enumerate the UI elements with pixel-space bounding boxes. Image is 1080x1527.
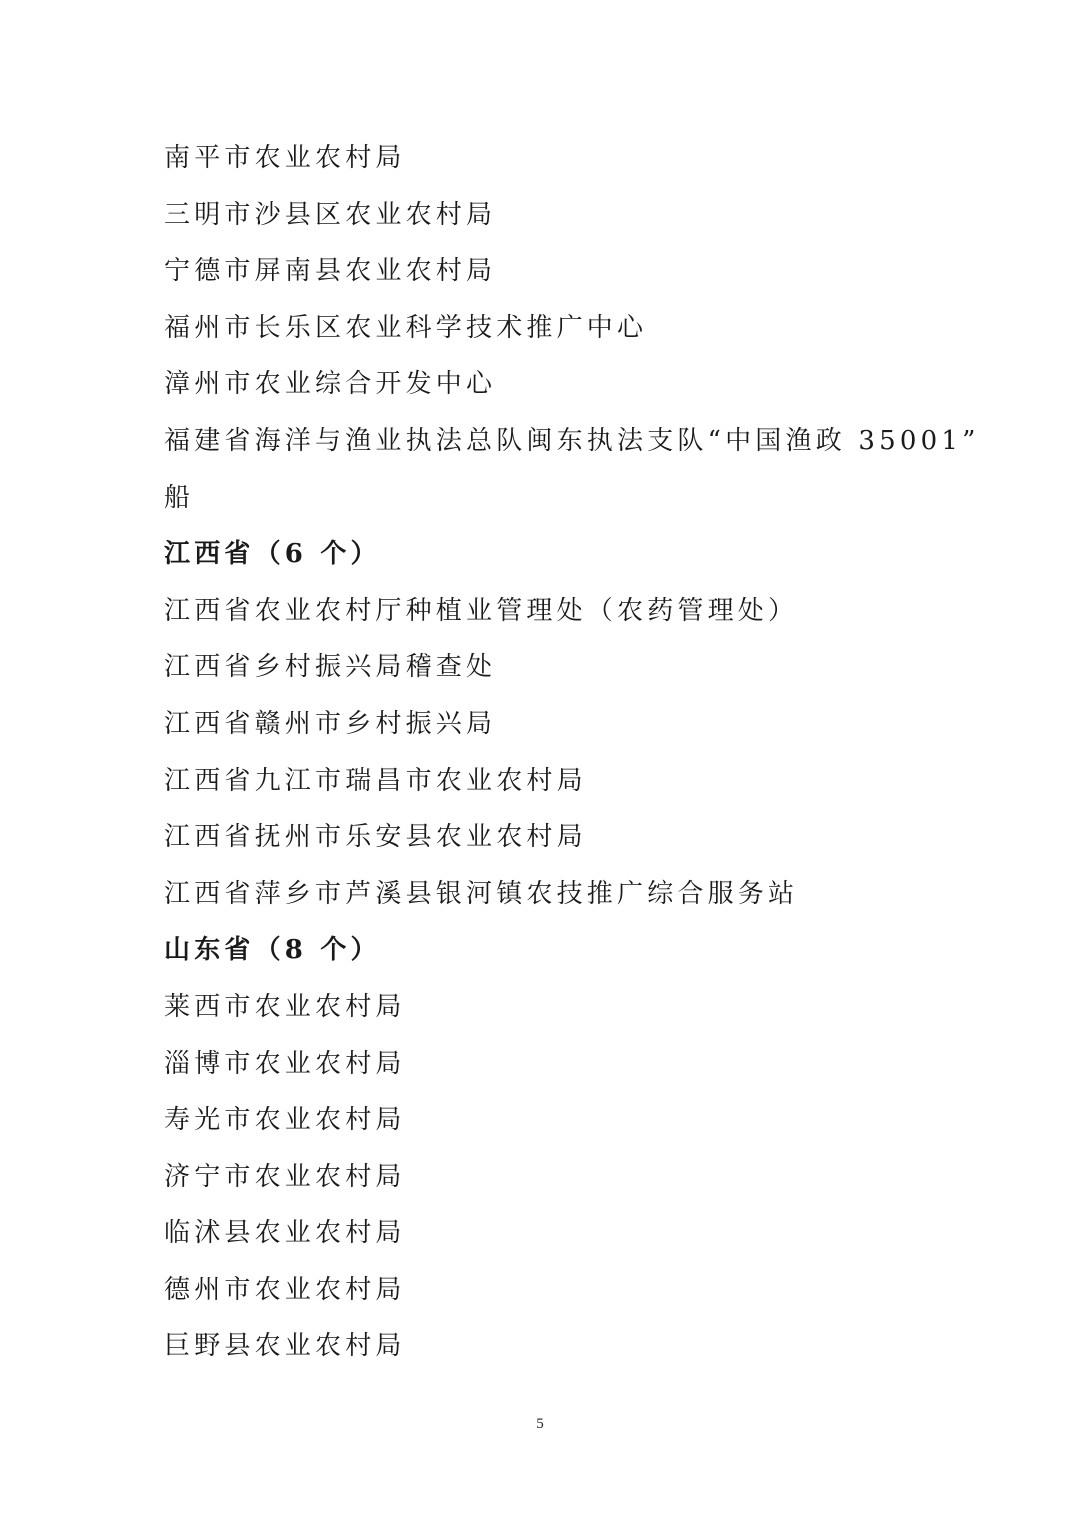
section-heading-shandong: 山东省（8 个） <box>164 935 381 966</box>
document-body <box>164 130 980 1375</box>
list-item: 南平市农业农村局 <box>164 143 406 173</box>
list-item: 莱西市农业农村局 <box>164 991 406 1022</box>
list-item: 宁德市屏南县农业农村局 <box>164 256 497 287</box>
list-item: 德州市农业农村局 <box>164 1274 406 1305</box>
section-heading-jiangxi: 江西省（6 个） <box>164 539 381 570</box>
list-item: 江西省萍乡市芦溪县银河镇农技推广综合服务站 <box>164 878 799 909</box>
list-item: 江西省抚州市乐安县农业农村局 <box>164 822 587 853</box>
list-item: 船 <box>164 482 195 513</box>
list-item: 三明市沙县区农业农村局 <box>164 199 497 230</box>
list-item: 福州市长乐区农业科学技术推广中心 <box>164 312 648 343</box>
list-item: 江西省赣州市乡村振兴局 <box>164 708 497 739</box>
list-item: 淄博市农业农村局 <box>164 1048 406 1079</box>
list-item: 漳州市农业综合开发中心 <box>164 369 497 400</box>
list-item: 济宁市农业农村局 <box>164 1161 406 1192</box>
list-item: 临沭县农业农村局 <box>164 1218 406 1249</box>
list-item: 江西省乡村振兴局稽查处 <box>164 652 497 683</box>
list-item: 寿光市农业农村局 <box>164 1105 406 1136</box>
list-item: 福建省海洋与渔业执法总队闽东执法支队“中国渔政 35001” <box>164 425 980 456</box>
list-item: 江西省九江市瑞昌市农业农村局 <box>164 765 587 796</box>
page-number: 5 <box>536 1416 544 1432</box>
list-item: 巨野县农业农村局 <box>164 1331 406 1362</box>
list-item: 江西省农业农村厅种植业管理处（农药管理处） <box>164 595 799 626</box>
